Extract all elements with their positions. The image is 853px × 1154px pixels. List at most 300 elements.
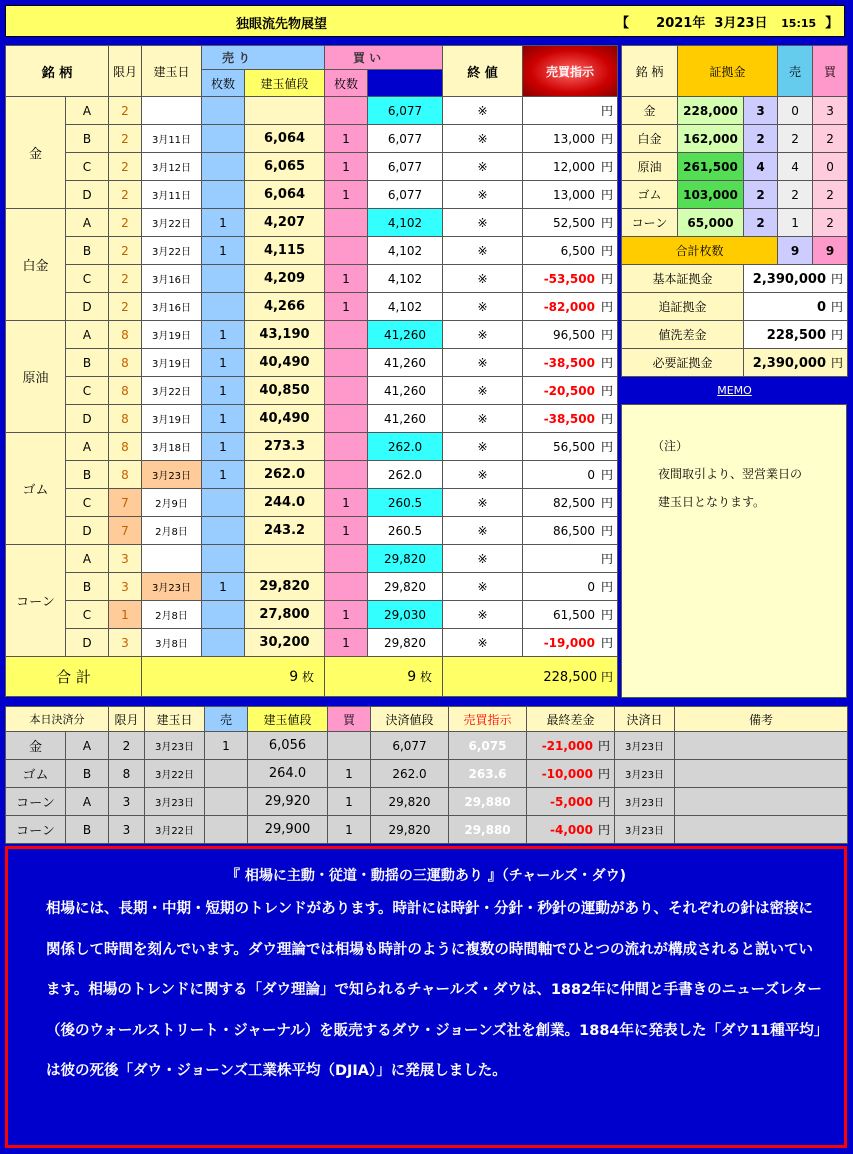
settle-final-amount: -4,000 xyxy=(550,823,593,837)
margin-header-sell: 売 xyxy=(778,46,813,97)
contract-letter: C xyxy=(66,377,109,405)
entry-price: 27,800 xyxy=(245,601,325,629)
contract-month: 3 xyxy=(109,573,142,601)
settle-month: 3 xyxy=(109,788,145,816)
settle-header-price: 建玉値段 xyxy=(248,707,328,732)
sell-count xyxy=(202,629,245,657)
buy-count: 1 xyxy=(325,293,368,321)
contract-month: 8 xyxy=(109,321,142,349)
buy-count: 1 xyxy=(325,601,368,629)
header-price: 建玉値段 xyxy=(245,70,325,97)
entry-price: 29,820 xyxy=(245,573,325,601)
contract-letter: A xyxy=(66,97,109,125)
entry-price: 244.0 xyxy=(245,489,325,517)
buy-count xyxy=(325,97,368,125)
order-mark: ※ xyxy=(443,237,523,265)
settle-header-tate-day: 建玉日 xyxy=(145,707,205,732)
position-row xyxy=(6,349,618,377)
contract-letter: D xyxy=(66,517,109,545)
buy-count: 1 xyxy=(325,489,368,517)
margin-sell: 2 xyxy=(778,181,813,209)
pnl-unit: 円 xyxy=(600,440,613,454)
close-price: 41,260 xyxy=(368,377,443,405)
settle-brand: コーン xyxy=(6,816,66,844)
margin-buy: 2 xyxy=(813,209,848,237)
contract-letter: D xyxy=(66,629,109,657)
buy-count xyxy=(325,461,368,489)
summary-row xyxy=(622,293,848,321)
buy-count xyxy=(325,405,368,433)
contract-month: 2 xyxy=(109,237,142,265)
margin-amount: 65,000 xyxy=(678,209,744,237)
pnl-amount: -19,000 xyxy=(543,636,595,650)
summary-value xyxy=(744,265,848,293)
positions-table xyxy=(5,45,618,697)
pnl-value xyxy=(523,125,618,153)
sell-count: 1 xyxy=(202,377,245,405)
position-row xyxy=(6,293,618,321)
close-price: 29,820 xyxy=(368,629,443,657)
settle-header-notes: 備考 xyxy=(675,707,848,732)
settle-tate-day: 3月23日 xyxy=(145,788,205,816)
pnl-unit: 円 xyxy=(600,552,613,566)
contract-month: 3 xyxy=(109,545,142,573)
pnl-value xyxy=(523,349,618,377)
date-display: 【 2021年 3月23日 15:15 】 xyxy=(616,16,839,31)
sell-count xyxy=(202,601,245,629)
position-row xyxy=(6,377,618,405)
close-price: 6,077 xyxy=(368,97,443,125)
settle-header-buy: 買 xyxy=(328,707,371,732)
settle-final xyxy=(527,760,615,788)
order-mark: ※ xyxy=(443,125,523,153)
position-row xyxy=(6,97,618,125)
brand-name: ゴム xyxy=(6,433,66,545)
contract-letter: A xyxy=(66,545,109,573)
settle-buy: 1 xyxy=(328,760,371,788)
pnl-value xyxy=(523,629,618,657)
page-title: 独眼流先物展望 xyxy=(236,17,328,32)
position-row xyxy=(6,265,618,293)
margin-sell: 4 xyxy=(778,153,813,181)
tate-day xyxy=(142,97,202,125)
order-mark: ※ xyxy=(443,209,523,237)
pnl-value xyxy=(523,405,618,433)
pnl-unit: 円 xyxy=(600,496,613,510)
tate-day: 3月16日 xyxy=(142,265,202,293)
settle-row xyxy=(6,760,848,788)
order-mark: ※ xyxy=(443,405,523,433)
pnl-amount: 0 xyxy=(587,580,595,594)
entry-price: 40,490 xyxy=(245,405,325,433)
pnl-value xyxy=(523,237,618,265)
pnl-amount: -20,500 xyxy=(543,384,595,398)
order-mark: ※ xyxy=(443,433,523,461)
settle-row xyxy=(6,732,848,760)
pnl-amount: 82,500 xyxy=(552,496,595,510)
settle-final-amount: -5,000 xyxy=(550,795,593,809)
header-month: 限月 xyxy=(109,46,142,97)
tate-day xyxy=(142,545,202,573)
summary-amount: 228,500 xyxy=(766,328,826,343)
pnl-unit: 円 xyxy=(600,328,613,342)
summary-unit: 円 xyxy=(831,272,844,286)
memo-box xyxy=(621,404,847,698)
tate-day: 3月23日 xyxy=(142,461,202,489)
contract-letter: A xyxy=(66,321,109,349)
contract-month: 2 xyxy=(109,181,142,209)
tate-day: 3月16日 xyxy=(142,293,202,321)
settle-buy: 1 xyxy=(328,788,371,816)
margin-count: 3 xyxy=(744,97,778,125)
pnl-value xyxy=(523,461,618,489)
header-order: 売買指示 xyxy=(523,46,618,97)
summary-row xyxy=(622,349,848,377)
position-row xyxy=(6,601,618,629)
settle-price: 29,900 xyxy=(248,816,328,844)
header-close: 終 値 xyxy=(443,46,523,97)
settle-order: 6,075 xyxy=(449,732,527,760)
header-buy: 買 い xyxy=(325,46,443,70)
settle-buy: 1 xyxy=(328,816,371,844)
pnl-amount: 56,500 xyxy=(552,440,595,454)
summary-unit: 円 xyxy=(831,300,844,314)
settle-day: 3月23日 xyxy=(615,816,675,844)
margin-header-brand: 銘 柄 xyxy=(622,46,678,97)
pnl-amount: -82,000 xyxy=(543,300,595,314)
contract-month: 1 xyxy=(109,601,142,629)
memo-line-2: 建玉日となります。 xyxy=(658,495,766,509)
close-price: 262.0 xyxy=(368,433,443,461)
summary-value xyxy=(744,293,848,321)
pnl-value xyxy=(523,573,618,601)
summary-amount: 2,390,000 xyxy=(752,356,826,371)
brand-name: 原油 xyxy=(6,321,66,433)
settle-sell xyxy=(205,760,248,788)
brand-name: 白金 xyxy=(6,209,66,321)
entry-price: 6,065 xyxy=(245,153,325,181)
tate-day: 3月22日 xyxy=(142,237,202,265)
pnl-unit: 円 xyxy=(600,636,613,650)
total-diff: 228,500 円 xyxy=(443,657,618,697)
settle-order: 29,880 xyxy=(449,788,527,816)
settle-letter: B xyxy=(66,760,109,788)
position-row xyxy=(6,237,618,265)
header-buy-count: 枚数 xyxy=(325,70,368,97)
article-body: 相場には、長期・中期・短期のトレンドがあります。時計には時針・分針・秒針の運動があり、それぞれの針は密接に関係して時間を刻んでいます。ダウ理論では相場も時計のように複数の時間軸でひとつの流れが構成されると説いています。相場のトレンドに関する「ダウ理論」で知られるチャールズ・ダウは、1882年に仲間と手書きのニューズレター（後のウォールストリート・ジャーナル）を販売するダウ・ジョーンズ社を創業。1884年に発表した「ダウ11種平均」は彼の死後「ダウ・ジョーンズ工業株平均（DJIA）」に発展しました。 xyxy=(46,901,822,1079)
summary-value xyxy=(744,321,848,349)
order-mark: ※ xyxy=(443,461,523,489)
sell-count xyxy=(202,265,245,293)
margin-amount: 103,000 xyxy=(678,181,744,209)
settlement-table xyxy=(5,706,848,844)
pnl-unit: 円 xyxy=(600,524,613,538)
tate-day: 3月19日 xyxy=(142,405,202,433)
position-row xyxy=(6,489,618,517)
tate-day: 3月19日 xyxy=(142,321,202,349)
tate-day: 3月11日 xyxy=(142,125,202,153)
tate-day: 3月12日 xyxy=(142,153,202,181)
summary-amount: 2,390,000 xyxy=(752,272,826,287)
entry-price: 43,190 xyxy=(245,321,325,349)
settle-order: 29,880 xyxy=(449,816,527,844)
settle-buy xyxy=(328,732,371,760)
entry-price: 6,064 xyxy=(245,125,325,153)
pnl-unit: 円 xyxy=(600,132,613,146)
margin-brand: 原油 xyxy=(622,153,678,181)
settle-final xyxy=(527,732,615,760)
header-sell: 売 り xyxy=(202,46,325,70)
tate-day: 3月23日 xyxy=(142,573,202,601)
summary-unit: 円 xyxy=(831,356,844,370)
order-mark: ※ xyxy=(443,377,523,405)
margin-sell: 2 xyxy=(778,125,813,153)
settle-notes xyxy=(675,788,848,816)
total-label: 合 計 xyxy=(6,657,142,697)
order-mark: ※ xyxy=(443,489,523,517)
sell-count xyxy=(202,125,245,153)
total-buy: 9 枚 xyxy=(325,657,443,697)
pnl-value xyxy=(523,377,618,405)
margin-sell: 1 xyxy=(778,209,813,237)
settle-price: 6,056 xyxy=(248,732,328,760)
pnl-amount: 86,500 xyxy=(552,524,595,538)
pnl-amount: 0 xyxy=(587,468,595,482)
close-price: 6,077 xyxy=(368,153,443,181)
buy-count xyxy=(325,209,368,237)
memo-link[interactable]: MEMO xyxy=(717,383,752,397)
pnl-amount: 96,500 xyxy=(552,328,595,342)
entry-price: 4,266 xyxy=(245,293,325,321)
contract-month: 2 xyxy=(109,153,142,181)
pnl-unit: 円 xyxy=(600,468,613,482)
margin-header-buy: 買 xyxy=(813,46,848,97)
sell-count xyxy=(202,545,245,573)
pnl-value xyxy=(523,209,618,237)
buy-count xyxy=(325,573,368,601)
settle-price: 264.0 xyxy=(248,760,328,788)
order-mark: ※ xyxy=(443,601,523,629)
settle-brand: ゴム xyxy=(6,760,66,788)
order-mark: ※ xyxy=(443,265,523,293)
margin-total-buy: 9 xyxy=(813,237,848,265)
title-bar xyxy=(5,5,845,37)
contract-month: 2 xyxy=(109,125,142,153)
margin-amount: 261,500 xyxy=(678,153,744,181)
summary-label: 追証拠金 xyxy=(622,293,744,321)
entry-price: 4,115 xyxy=(245,237,325,265)
tate-day: 3月19日 xyxy=(142,349,202,377)
settle-final-amount: -21,000 xyxy=(541,739,593,753)
buy-count: 1 xyxy=(325,153,368,181)
entry-price: 273.3 xyxy=(245,433,325,461)
buy-count xyxy=(325,545,368,573)
buy-count xyxy=(325,321,368,349)
contract-letter: B xyxy=(66,573,109,601)
contract-month: 8 xyxy=(109,433,142,461)
entry-price: 4,207 xyxy=(245,209,325,237)
pnl-value xyxy=(523,265,618,293)
position-row xyxy=(6,209,618,237)
summary-label: 値洗差金 xyxy=(622,321,744,349)
close-price: 260.5 xyxy=(368,489,443,517)
close-price: 4,102 xyxy=(368,237,443,265)
settle-row xyxy=(6,788,848,816)
order-mark: ※ xyxy=(443,349,523,377)
header-sell-count: 枚数 xyxy=(202,70,245,97)
pnl-unit: 円 xyxy=(600,608,613,622)
margin-total-label: 合計枚数 xyxy=(622,237,778,265)
tate-day: 2月8日 xyxy=(142,517,202,545)
sell-count xyxy=(202,517,245,545)
entry-price xyxy=(245,545,325,573)
order-mark: ※ xyxy=(443,573,523,601)
sell-count xyxy=(202,97,245,125)
settle-exit-price: 262.0 xyxy=(371,760,449,788)
pnl-amount: 61,500 xyxy=(552,608,595,622)
buy-count xyxy=(325,237,368,265)
pnl-unit: 円 xyxy=(600,160,613,174)
pnl-value xyxy=(523,433,618,461)
margin-buy: 2 xyxy=(813,181,848,209)
margin-header-margin: 証拠金 xyxy=(678,46,778,97)
pnl-unit: 円 xyxy=(600,104,613,118)
sell-count: 1 xyxy=(202,349,245,377)
entry-price: 6,064 xyxy=(245,181,325,209)
settle-tate-day: 3月23日 xyxy=(145,732,205,760)
settle-header-settle-day: 決済日 xyxy=(615,707,675,732)
article-box xyxy=(5,846,847,1148)
brand-name: 金 xyxy=(6,97,66,209)
pnl-amount: -38,500 xyxy=(543,356,595,370)
settle-tate-day: 3月22日 xyxy=(145,760,205,788)
settle-notes xyxy=(675,732,848,760)
contract-letter: D xyxy=(66,293,109,321)
pnl-value xyxy=(523,601,618,629)
entry-price: 40,850 xyxy=(245,377,325,405)
close-price: 260.5 xyxy=(368,517,443,545)
settle-header-brand: 本日決済分 xyxy=(6,707,109,732)
contract-letter: C xyxy=(66,489,109,517)
settle-month: 8 xyxy=(109,760,145,788)
settle-notes xyxy=(675,816,848,844)
entry-price: 40,490 xyxy=(245,349,325,377)
settle-final-unit: 円 xyxy=(597,795,610,809)
position-row xyxy=(6,461,618,489)
contract-month: 2 xyxy=(109,209,142,237)
settle-header-final: 最終差金 xyxy=(527,707,615,732)
settle-letter: A xyxy=(66,788,109,816)
order-mark: ※ xyxy=(443,293,523,321)
settle-day: 3月23日 xyxy=(615,760,675,788)
entry-price: 4,209 xyxy=(245,265,325,293)
margin-row xyxy=(622,97,848,125)
pnl-unit: 円 xyxy=(600,356,613,370)
tate-day: 3月18日 xyxy=(142,433,202,461)
settle-final xyxy=(527,816,615,844)
summary-row xyxy=(622,265,848,293)
entry-price: 243.2 xyxy=(245,517,325,545)
pnl-amount: 52,500 xyxy=(552,216,595,230)
position-row xyxy=(6,517,618,545)
pnl-value xyxy=(523,181,618,209)
settle-final-amount: -10,000 xyxy=(541,767,593,781)
settle-day: 3月23日 xyxy=(615,788,675,816)
brand-name: コーン xyxy=(6,545,66,657)
margin-brand: 金 xyxy=(622,97,678,125)
contract-letter: D xyxy=(66,181,109,209)
margin-sell: 0 xyxy=(778,97,813,125)
order-mark: ※ xyxy=(443,181,523,209)
sell-count: 1 xyxy=(202,461,245,489)
contract-letter: C xyxy=(66,601,109,629)
header-brand: 銘 柄 xyxy=(6,46,109,97)
position-row xyxy=(6,153,618,181)
summary-label: 必要証拠金 xyxy=(622,349,744,377)
contract-letter: C xyxy=(66,265,109,293)
margin-brand: 白金 xyxy=(622,125,678,153)
close-price: 262.0 xyxy=(368,461,443,489)
margin-total-sell: 9 xyxy=(778,237,813,265)
sell-count: 1 xyxy=(202,237,245,265)
order-mark: ※ xyxy=(443,517,523,545)
memo-line-1: 夜間取引より、翌営業日の xyxy=(658,467,803,481)
contract-letter: B xyxy=(66,237,109,265)
pnl-unit: 円 xyxy=(600,580,613,594)
settle-exit-price: 6,077 xyxy=(371,732,449,760)
close-price: 41,260 xyxy=(368,405,443,433)
margin-table xyxy=(621,45,848,403)
contract-month: 8 xyxy=(109,461,142,489)
margin-count: 4 xyxy=(744,153,778,181)
pnl-amount: 13,000 xyxy=(552,132,595,146)
contract-month: 8 xyxy=(109,377,142,405)
settle-final-unit: 円 xyxy=(597,739,610,753)
position-row xyxy=(6,433,618,461)
buy-count: 1 xyxy=(325,125,368,153)
margin-count: 2 xyxy=(744,209,778,237)
contract-month: 3 xyxy=(109,629,142,657)
settle-header-month: 限月 xyxy=(109,707,145,732)
settle-final-unit: 円 xyxy=(597,823,610,837)
order-mark: ※ xyxy=(443,321,523,349)
close-price: 4,102 xyxy=(368,293,443,321)
memo-note-title: （注） xyxy=(652,439,689,453)
position-row xyxy=(6,545,618,573)
pnl-amount: 6,500 xyxy=(560,244,595,258)
contract-month: 2 xyxy=(109,265,142,293)
margin-buy: 2 xyxy=(813,125,848,153)
sell-count xyxy=(202,293,245,321)
margin-amount: 162,000 xyxy=(678,125,744,153)
settle-final xyxy=(527,788,615,816)
contract-letter: B xyxy=(66,461,109,489)
buy-count: 1 xyxy=(325,517,368,545)
settle-month: 2 xyxy=(109,732,145,760)
sell-count xyxy=(202,153,245,181)
position-row xyxy=(6,405,618,433)
margin-count: 2 xyxy=(744,181,778,209)
contract-month: 8 xyxy=(109,405,142,433)
tate-day: 3月8日 xyxy=(142,629,202,657)
tate-day: 3月22日 xyxy=(142,209,202,237)
settle-header-sell: 売 xyxy=(205,707,248,732)
contract-month: 2 xyxy=(109,293,142,321)
pnl-value xyxy=(523,321,618,349)
header-tate-day: 建玉日 xyxy=(142,46,202,97)
close-price: 41,260 xyxy=(368,321,443,349)
settle-header-order: 売買指示 xyxy=(449,707,527,732)
